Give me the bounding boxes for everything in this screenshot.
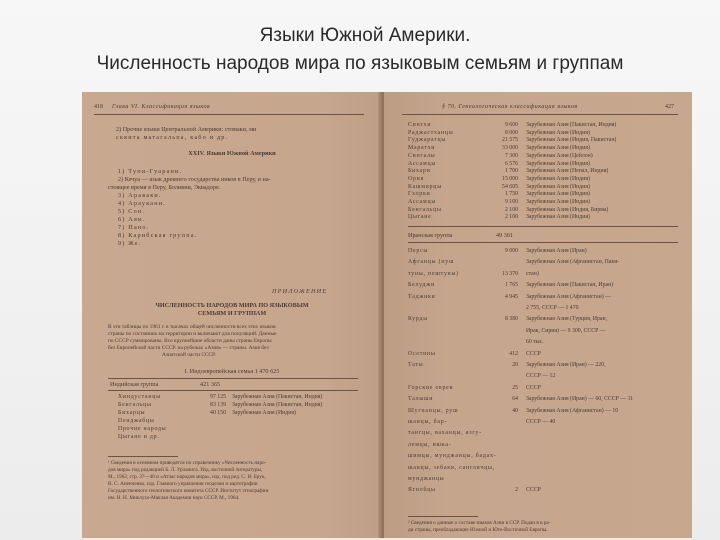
- row-name: Гхорки: [408, 191, 431, 198]
- row-value: 40 150: [210, 410, 226, 416]
- row-value: 1 750: [504, 191, 518, 198]
- row-name: Кашмирцы: [408, 183, 442, 190]
- row-region: Зарубежная Азия (Пакистан, Индия): [526, 122, 617, 128]
- row-region: Зарубежная Азия (Иран): [526, 248, 587, 254]
- row-value: 9 600: [504, 122, 518, 128]
- table-group-header: Индийская группа: [110, 381, 159, 388]
- row-region: Зарубежная Азия (Непал, Индия): [526, 168, 609, 175]
- row-region: Зарубежная Азия (Индия): [526, 129, 590, 136]
- row-name: Бихарцы: [118, 410, 146, 416]
- subtotal-label: Иранская группа: [408, 232, 453, 239]
- row-name: Таты: [408, 362, 424, 368]
- row-name: Бенгальцы: [408, 206, 442, 213]
- intro-line: страны по состоянию на территории и включают для популяций. Данные: [108, 331, 277, 337]
- table-top-rule: [108, 378, 358, 379]
- footnote-line: дов мира» под редакцией Б. Л. Урланиса. Изд. восточной литературы,: [108, 467, 263, 473]
- row-region: Зарубежная Азия (Индия): [526, 214, 590, 221]
- row-value: 1 700: [504, 168, 518, 175]
- row-name: тангцы, ваханцы, язгу-: [408, 430, 482, 437]
- row-region: СССР: [526, 350, 541, 357]
- row-value: 6 576: [504, 160, 518, 167]
- row-name: Талыши: [408, 396, 434, 403]
- row-value: 25: [512, 384, 518, 391]
- row-region: 60 тыс.: [526, 339, 544, 346]
- row-value: 2: [515, 487, 518, 494]
- row-region: Зарубежная Азия (Индия): [526, 191, 590, 198]
- row-name: Ягнобцы: [408, 487, 436, 494]
- right-footnote-line: ди страны, преобладающие Южной и Юго-Восточной Европы.: [408, 527, 548, 533]
- subtotal-value: 49 361: [496, 232, 514, 239]
- row-name: Белуджи: [408, 282, 435, 289]
- row-name: Сингхи: [408, 122, 432, 128]
- intro-line: без Европейской части СССР. на рубежах «Азия» — страны. Азия без: [108, 345, 269, 351]
- row-name: Горские евреи: [408, 384, 454, 391]
- row-region: СССР — 12: [526, 373, 556, 380]
- footnote-rule: [108, 456, 178, 457]
- row-region: Зарубежная Азия (Индия): [526, 199, 590, 205]
- row-region: Зарубежная Азия (Индия): [526, 145, 590, 152]
- row-name: Бенгальцы: [118, 402, 152, 408]
- footnote-line: им. Н. Н. Миклухо-Маклая Академии наук СССР, М., 1964.: [108, 495, 240, 501]
- row-region: Ирак, Сирия) — 9 300, СССР —: [526, 327, 606, 334]
- left-running-head: Глава VI. Классификация языков: [112, 104, 211, 110]
- row-region: СССР — 40: [526, 419, 556, 425]
- slide-title-line-1: Языки Южной Америки.: [259, 25, 471, 46]
- row-name: Осетины: [408, 350, 436, 357]
- row-value: 8 000: [504, 129, 518, 136]
- row-value: 412: [509, 350, 518, 357]
- row-name: Бихари: [408, 168, 431, 175]
- row-name: Афганцы (пуш: [408, 259, 455, 266]
- row-value: 20: [512, 362, 518, 368]
- row-name: Пенджабцы: [118, 418, 155, 424]
- list-item: 4) Араукани.: [118, 200, 167, 207]
- list-item: 8) Карибская группа.: [118, 232, 198, 239]
- subtotal-rule-bottom: [408, 242, 678, 243]
- row-region: Зарубежная Азия (Афганистан) — 10: [526, 407, 619, 414]
- footnote-line: ¹ Сведения в основном приводятся по справочнику «Численность наро-: [108, 460, 267, 466]
- row-name: Хиндустанцы: [118, 394, 161, 400]
- section-heading: XXIV. Языки Южной Америки: [188, 150, 276, 157]
- row-value: 8 380: [504, 316, 518, 323]
- table-group-total: 421 365: [200, 381, 221, 388]
- list-item: 6) Аяи.: [118, 216, 146, 223]
- row-value: 4 945: [504, 293, 518, 300]
- list-item: 5) Сон.: [118, 208, 146, 215]
- row-name: шанцы, зебаки, сангличцы,: [408, 464, 495, 471]
- list-item: 3) Араваки.: [118, 192, 162, 199]
- row-value: 64: [512, 396, 518, 403]
- row-value: 7 300: [504, 152, 518, 159]
- row-value: 40: [512, 407, 518, 414]
- row-name: Сингалы: [408, 152, 436, 159]
- row-region: Зарубежная Азия (Пакистан, Индия): [232, 402, 323, 408]
- appendix-title-line-1: ЧИСЛЕННОСТЬ НАРОДОВ МИРА ПО ЯЗЫКОВЫМ: [155, 302, 309, 309]
- list-item: стоящее время в Перу, Боливии, Эквадоре.: [108, 184, 221, 191]
- row-region: Зарубежная Азия (Индия): [526, 175, 590, 182]
- row-region: Зарубежная Азия (Индия, Пакистан): [526, 137, 617, 144]
- row-region: Зарубежная Азия (Индия): [232, 410, 296, 416]
- left-item2-line1: 2) Прочие языки Центральной Америки: стомаки, ми: [116, 126, 257, 133]
- right-footnote-line: ² Сведения о данные о составе языков Азии в ССР. Подан в в ра-: [408, 520, 551, 526]
- row-region: СССР: [526, 487, 541, 494]
- row-region: Зарубежная Азия (Индия): [526, 183, 590, 190]
- row-name: мунджанцы: [408, 476, 445, 482]
- row-name: Ассамцы: [408, 160, 437, 167]
- row-region: Зарубежная Азия (Афганистан, Паки-: [526, 259, 620, 266]
- row-region: Зарубежная Азия (Пакистан, Иран): [526, 282, 614, 289]
- row-name: туны, пештуны): [408, 270, 459, 277]
- row-region: Зарубежная Азия (Индия, Бирма): [526, 206, 609, 213]
- left-head-rule: [94, 114, 364, 115]
- right-page: [384, 92, 692, 538]
- row-value: 9 100: [504, 199, 518, 205]
- slide-title-line-2: Численность народов мира по языковым семьям и группам: [96, 53, 624, 74]
- footnote-line: М., 1962, стр. 37—40 и «Атлас народов мира», изд. под ред. С. И. Брук,: [108, 474, 266, 480]
- row-value: 2 100: [504, 206, 518, 213]
- row-region: Зарубежная Азия (Афганистан) —: [526, 293, 611, 300]
- row-region: стан): [526, 270, 539, 277]
- row-value: 2 100: [504, 214, 518, 221]
- list-item: 9) Же.: [118, 240, 142, 247]
- row-region: 2 755, СССР — 1 470: [526, 305, 579, 311]
- row-region: Зарубежная Азия (Пакистан, Индия): [232, 394, 323, 400]
- row-name: Таджики: [408, 293, 436, 300]
- row-name: Ассамцы: [408, 199, 437, 205]
- subtotal-rule: [408, 226, 678, 227]
- slide-title: [0, 22, 720, 78]
- intro-line: В эти таблицы по 1961 г. в тысячах общей численности всех этих языков: [108, 324, 276, 330]
- intro-line: Азиатской части СССР.: [162, 352, 216, 358]
- row-name: Цыгане: [408, 214, 432, 221]
- left-item2-line2: сквита матагальпа, кабо и др.: [116, 134, 229, 141]
- row-region: Зарубежная Азия (Иран) — 220,: [526, 362, 606, 368]
- row-value: 9 000: [504, 248, 518, 254]
- list-item: 7) Пано.: [118, 224, 150, 231]
- row-value: 33 000: [502, 145, 518, 152]
- left-page-number: 418: [94, 104, 103, 110]
- row-name: Курды: [408, 316, 428, 323]
- right-footnote-rule: [408, 516, 478, 517]
- row-value: 15 000: [502, 175, 518, 182]
- row-name: Раджастханцы: [408, 129, 454, 136]
- row-value: 13 370: [502, 270, 518, 277]
- row-name: шанцы, бар-: [408, 419, 448, 425]
- appendix-title-line-2: СЕМЬЯМ И ГРУППАМ: [197, 310, 267, 317]
- row-region: Зарубежная Азия (Иран) — 60, СССР — 11: [526, 396, 634, 403]
- right-running-head: § 70. Генеалогическая классификация языков: [442, 104, 578, 110]
- row-name: Шугнанцы, руш: [408, 407, 459, 414]
- family-heading: I. Индоевропейская семья 1 470 625: [184, 368, 280, 375]
- footnote-line: Государственного геологического комитета СССР. Институт этнографии: [108, 488, 269, 494]
- row-value: 83 139: [210, 402, 226, 408]
- intro-line: по СССР суммированы. Все крупнейшие области даны страны Европы: [108, 338, 272, 344]
- table-header-rule: [108, 390, 358, 391]
- row-name: Прочие народы: [118, 426, 167, 432]
- row-name: шимцы, мунджанцы, бадах-: [408, 453, 497, 460]
- right-page-number: 427: [665, 104, 674, 110]
- row-name: Персы: [408, 248, 429, 254]
- row-region: Зарубежная Азия (Цейлон): [526, 152, 593, 159]
- list-item: 2) Кечуа — язык древнего государства инков в Перу, в на-: [118, 176, 271, 183]
- row-value: 1 765: [504, 282, 518, 289]
- row-name: Маратхи: [408, 145, 436, 152]
- row-name: Цыгане и др.: [118, 434, 160, 440]
- footnote-line: В. С. Апенченко, изд. Главного управления геодезии и картографии: [108, 481, 258, 487]
- row-value: 21 575: [502, 137, 518, 144]
- appendix-label: ПРИЛОЖЕНИЕ: [272, 288, 328, 295]
- row-region: Зарубежная Азия (Индия): [526, 160, 590, 167]
- row-value: 97 125: [210, 394, 226, 400]
- row-name: Гуджаратцы: [408, 137, 447, 144]
- row-name: Ория: [408, 175, 425, 182]
- right-head-rule: [402, 114, 678, 115]
- row-value: 54 605: [502, 183, 518, 190]
- left-page: [82, 92, 382, 538]
- list-item: 1) Тупи-Гуарани.: [118, 168, 183, 175]
- row-region: Зарубежная Азия (Турция, Иран,: [526, 316, 608, 323]
- row-name: лемцы, ишка-: [408, 441, 452, 448]
- row-region: СССР: [526, 384, 541, 391]
- book-spread-photo: [82, 92, 692, 538]
